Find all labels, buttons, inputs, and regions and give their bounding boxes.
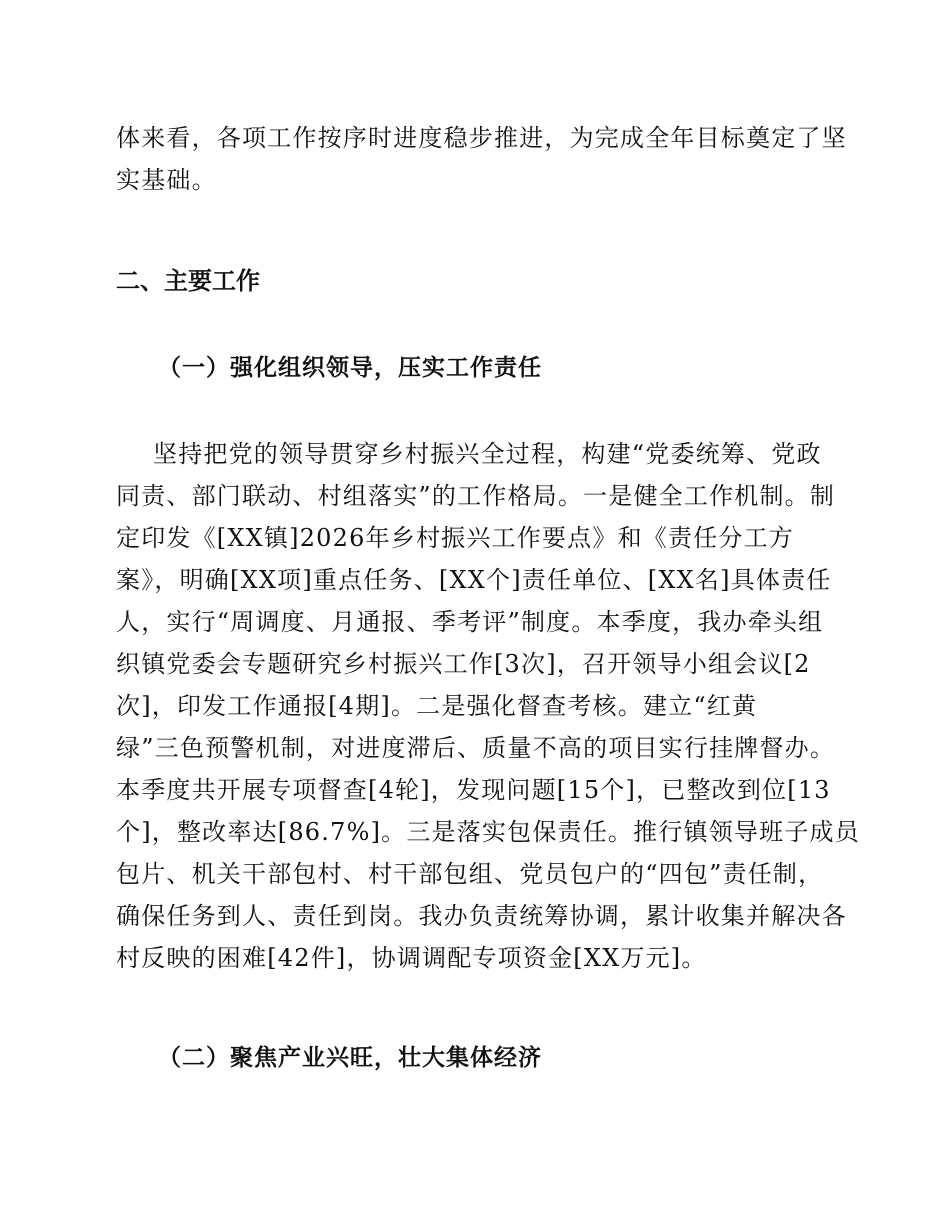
paragraph-line-4: 案》，明确[XX项]重点任务、[XX个]责任单位、[XX名]具体责任 xyxy=(116,566,832,594)
paragraph-line-5: 人，实行“周调度、月通报、季考评”制度。本季度，我办牵头组 xyxy=(116,608,824,636)
paragraph-line-11: 包片、机关干部包村、村干部包组、党员包户的“四包”责任制， xyxy=(116,860,824,888)
paragraph-line-9: 本季度共开展专项督查[4轮]，发现问题[15个]，已整改到位[13 xyxy=(116,776,831,804)
intro-line-1: 体来看，各项工作按序时进度稳步推进，为完成全年目标奠定了坚 xyxy=(116,124,847,152)
subsection-heading-2: （二）聚焦产业兴旺，壮大集体经济 xyxy=(158,1044,542,1071)
paragraph-line-10: 个]，整改率达[86.7%]。三是落实包保责任。推行镇领导班子成员 xyxy=(116,818,860,846)
subsection-heading-1: （一）强化组织领导，压实工作责任 xyxy=(158,354,542,381)
section-heading: 二、主要工作 xyxy=(116,267,260,295)
paragraph-line-12: 确保任务到人、责任到岗。我办负责统筹协调，累计收集并解决各 xyxy=(116,902,847,930)
paragraph-line-2: 同责、部门联动、村组落实”的工作格局。一是健全工作机制。制 xyxy=(116,482,836,510)
paragraph-line-13: 村反映的困难[42件]，协调调配专项资金[XX万元]。 xyxy=(116,944,707,972)
paragraph-line-1: 坚持把党的领导贯穿乡村振兴全过程，构建“党委统筹、党政 xyxy=(153,440,822,468)
paragraph-line-3: 定印发《[XX镇]2026年乡村振兴工作要点》和《责任分工方 xyxy=(116,524,794,552)
paragraph-line-8: 绿”三色预警机制，对进度滞后、质量不高的项目实行挂牌督办。 xyxy=(116,734,836,762)
paragraph-line-7: 次]，印发工作通报[4期]。二是强化督查考核。建立“红黄 xyxy=(116,692,758,720)
paragraph-line-6: 织镇党委会专题研究乡村振兴工作[3次]，召开领导小组会议[2 xyxy=(116,650,811,678)
intro-line-2: 实基础。 xyxy=(116,166,217,194)
